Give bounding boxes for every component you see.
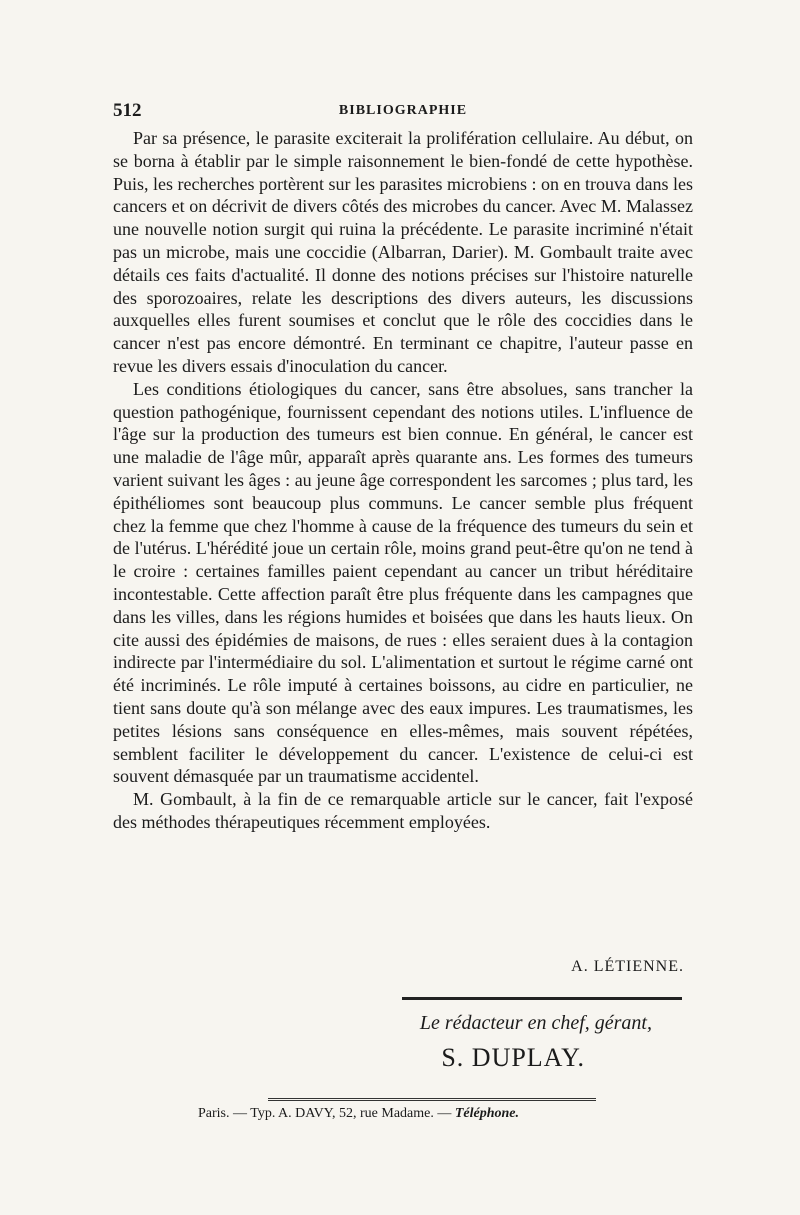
paragraph: Par sa présence, le parasite exciterait la prolifération cellulaire. Au début, on se borna à établir par le simple raisonnement le bien-fondé de cette hypothèse. Puis, les recherches portèrent sur les parasites microbiens : on en trouva dans les cancers et on décrivit de divers côtés des microbes du cancer. Avec M. Malassez une nouvelle notion surgit qui ruina la précédente. Le parasite incriminé n'était pas un microbe, mais une coccidie (Albarran, Darier). M. Gombault traite avec détails ces faits d'actualité. Il donne des notions précises sur l'histoire naturelle des sporozoaires, relate les descriptions des divers auteurs, les discussions auxquelles elles furent soumises et conclut que le rôle des coccidies dans le cancer n'est pas encore démontré. En terminant ce chapitre, l'auteur passe en revue les divers essais d'inoculation du cancer. (113, 128, 693, 376)
page-number: 512 (113, 100, 142, 121)
paragraph: M. Gombault, à la fin de ce remarquable article sur le cancer, fait l'exposé des méthodes thérapeutiques récemment employées. (113, 789, 693, 832)
review-signature: A. LÉTIENNE. (571, 958, 684, 975)
imprint-phone: Téléphone. (454, 1106, 520, 1121)
editor-name: S. DUPLAY. (441, 1043, 585, 1072)
running-head (113, 100, 693, 124)
body-text (113, 127, 693, 834)
editor-role: Le rédacteur en chef, gérant, (419, 1012, 652, 1034)
running-title: BIBLIOGRAPHIE (338, 103, 468, 118)
imprint-text: Paris. — Typ. A. DAVY, 52, rue Madame. — (198, 1106, 455, 1121)
divider-double-rule (268, 1098, 596, 1101)
divider-rule (402, 997, 682, 1000)
printer-imprint (198, 1106, 618, 1122)
paragraph: Les conditions étiologiques du cancer, sans être absolues, sans trancher la question pathogénique, fournissent cependant des notions utiles. L'influence de l'âge sur la production des tumeurs est bien connue. En général, le cancer est une maladie de l'âge mûr, apparaît après quarante ans. Les formes des tumeurs varient suivant les âges : au jeune âge correspondent les sarcomes ; plus tard, les épithéliomes sont beaucoup plus communs. Le cancer semble plus fréquent chez la femme que chez l'homme à cause de la fréquence des tumeurs du sein et de l'utérus. L'hérédité joue un certain rôle, moins grand peut-être qu'on ne tend à le croire : certaines familles paient cependant au cancer un tribut héréditaire incontestable. Cette affection paraît être plus fréquente dans les campagnes que dans les villes, dans les régions humides et boisées que dans les hauts lieux. On cite aussi des épidémies de maisons, de rues : elles seraient dues à la contagion indirecte par l'intermédiaire du sol. L'alimentation et surtout le régime carné ont été incriminés. Le rôle imputé à certaines boissons, au cidre en particulier, ne tient sans doute qu'à son mélange avec des eaux impures. Les traumatismes, les petites lésions sans conséquence en elles-mêmes, mais souvent répétées, semblent faciliter le développement du cancer. L'existence de celui-ci est souvent démasquée par un traumatisme accidentel. (113, 378, 693, 787)
